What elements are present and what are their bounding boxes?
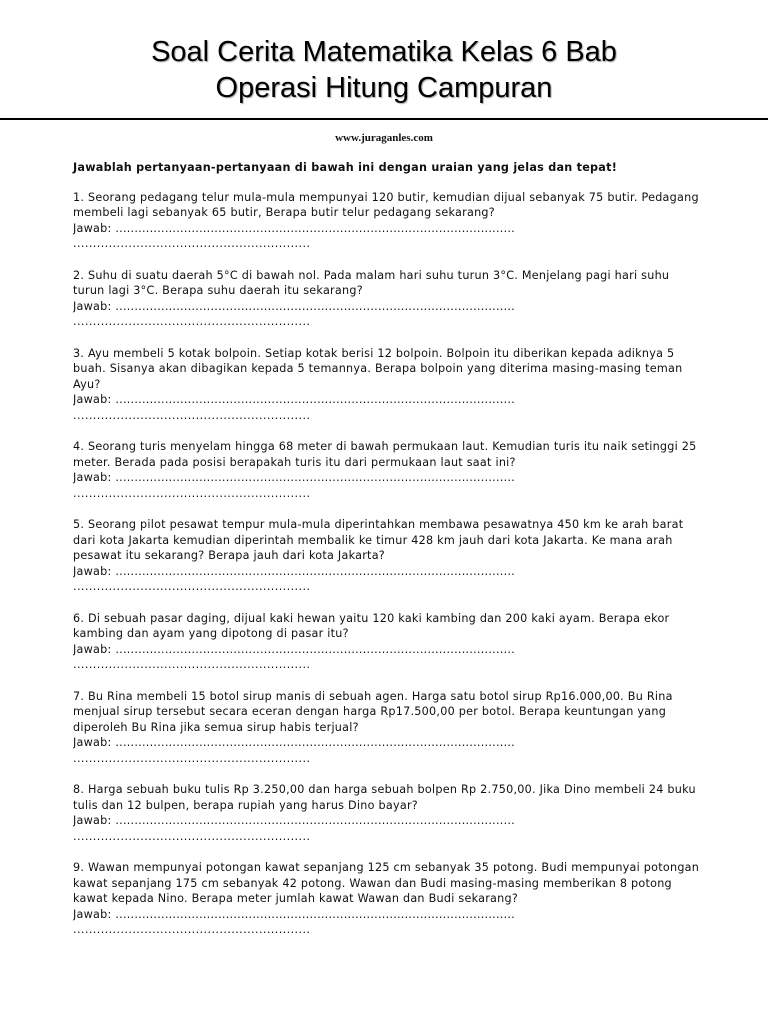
answer-line: Jawab: ......................................................................................................... (73, 564, 515, 578)
question-text: 9. Wawan mempunyai potongan kawat sepanjang 125 cm sebanyak 35 potong. Budi mempunyai potongan kawat sepanjang 175 cm sebanyak 42 potong. Wawan dan Budi masing-masing memberikan 8 potong kawat kepada Nino. Berapa meter jumlah kawat Wawan dan Budi sekarang? (73, 861, 700, 905)
question-item (73, 782, 703, 844)
title-line-1: Soal Cerita Matematika Kelas 6 Bab (151, 36, 617, 68)
title-line-2: Operasi Hitung Campuran (215, 72, 553, 104)
answer-continuation-line: ............................................................ (73, 486, 311, 500)
website-label: www.juraganles.com (335, 132, 433, 144)
question-item (73, 517, 703, 595)
question-item (73, 268, 703, 330)
answer-line: Jawab: ......................................................................................................... (73, 907, 515, 921)
answer-line: Jawab: ......................................................................................................... (73, 299, 515, 313)
question-text: 8. Harga sebuah buku tulis Rp 3.250,00 dan harga sebuah bolpen Rp 2.750,00. Jika Dino membeli 24 buku tulis dan 12 bulpen, berapa rupiah yang harus Dino bayar? (73, 783, 696, 812)
question-text: 6. Di sebuah pasar daging, dijual kaki hewan yaitu 120 kaki kambing dan 200 kaki ayam. Berapa ekor kambing dan ayam yang dipotong di pasar itu? (73, 611, 670, 640)
answer-continuation-line: ............................................................ (73, 751, 311, 765)
answer-continuation-line: ............................................................ (73, 237, 311, 250)
answer-continuation-line: ............................................................ (73, 315, 311, 328)
question-item (73, 346, 703, 424)
question-text: 3. Ayu membeli 5 kotak bolpoin. Setiap kotak berisi 12 bolpoin. Bolpoin itu diberikan kepada adiknya 5 buah. Sisanya akan dibagikan kepada 5 temannya. Berapa bolpoin yang diterima masing-masing teman Ayu? (73, 346, 683, 391)
question-item (73, 611, 703, 673)
title-divider (0, 118, 768, 120)
worksheet-body (73, 160, 703, 954)
document-title (0, 34, 768, 106)
answer-continuation-line: ............................................................ (73, 580, 311, 593)
answer-line: Jawab: ......................................................................................................... (73, 393, 515, 406)
answer-continuation-line: ............................................................ (73, 829, 311, 843)
question-text: 2. Suhu di suatu daerah 5°C di bawah nol. Pada malam hari suhu turun 3°C. Menjelang pagi hari suhu turun lagi 3°C. Berapa suhu daerah itu sekarang? (73, 268, 670, 297)
question-list (73, 190, 703, 938)
question-item (73, 689, 703, 767)
answer-line: Jawab: ......................................................................................................... (73, 736, 515, 749)
question-text: 5. Seorang pilot pesawat tempur mula-mula diperintahkan membawa pesawatnya 450 km ke arah barat dari kota Jakarta kemudian diperintah membalik ke timur 428 km jauh dari kota Jakarta. Ke mana arah pesawat itu sekarang? Berapa jauh dari kota Jakarta? (73, 518, 684, 562)
answer-line: Jawab: ......................................................................................................... (73, 221, 515, 235)
instruction-text: Jawablah pertanyaan-pertanyaan di bawah ini dengan uraian yang jelas dan tepat! (73, 161, 618, 174)
question-item (73, 439, 703, 501)
question-text: 1. Seorang pedagang telur mula-mula mempunyai 120 butir, kemudian dijual sebanyak 75 butir. Pedagang membeli lagi sebanyak 65 butir, Berapa butir telur pedagang sekarang? (73, 190, 699, 219)
question-item (73, 190, 703, 252)
question-text: 7. Bu Rina membeli 15 botol sirup manis di sebuah agen. Harga satu botol sirup Rp16.000,00. Bu Rina menjual sirup tersebut secara eceran dengan harga Rp17.500,00 per botol. Berapa keuntungan yang diperoleh Bu Rina jika semua sirup habis terjual? (73, 689, 673, 734)
answer-continuation-line: ............................................................ (73, 408, 311, 422)
question-item (73, 860, 703, 938)
answer-line: Jawab: ......................................................................................................... (73, 814, 515, 827)
answer-continuation-line: ............................................................ (73, 923, 311, 936)
answer-line: Jawab: ......................................................................................................... (73, 642, 515, 656)
answer-line: Jawab: ......................................................................................................... (73, 471, 515, 484)
answer-continuation-line: ............................................................ (73, 658, 311, 671)
question-text: 4. Seorang turis menyelam hingga 68 meter di bawah permukaan laut. Kemudian turis itu naik setinggi 25 meter. Berada pada posisi berapakah turis itu dari permukaan laut saat ini? (73, 440, 697, 469)
